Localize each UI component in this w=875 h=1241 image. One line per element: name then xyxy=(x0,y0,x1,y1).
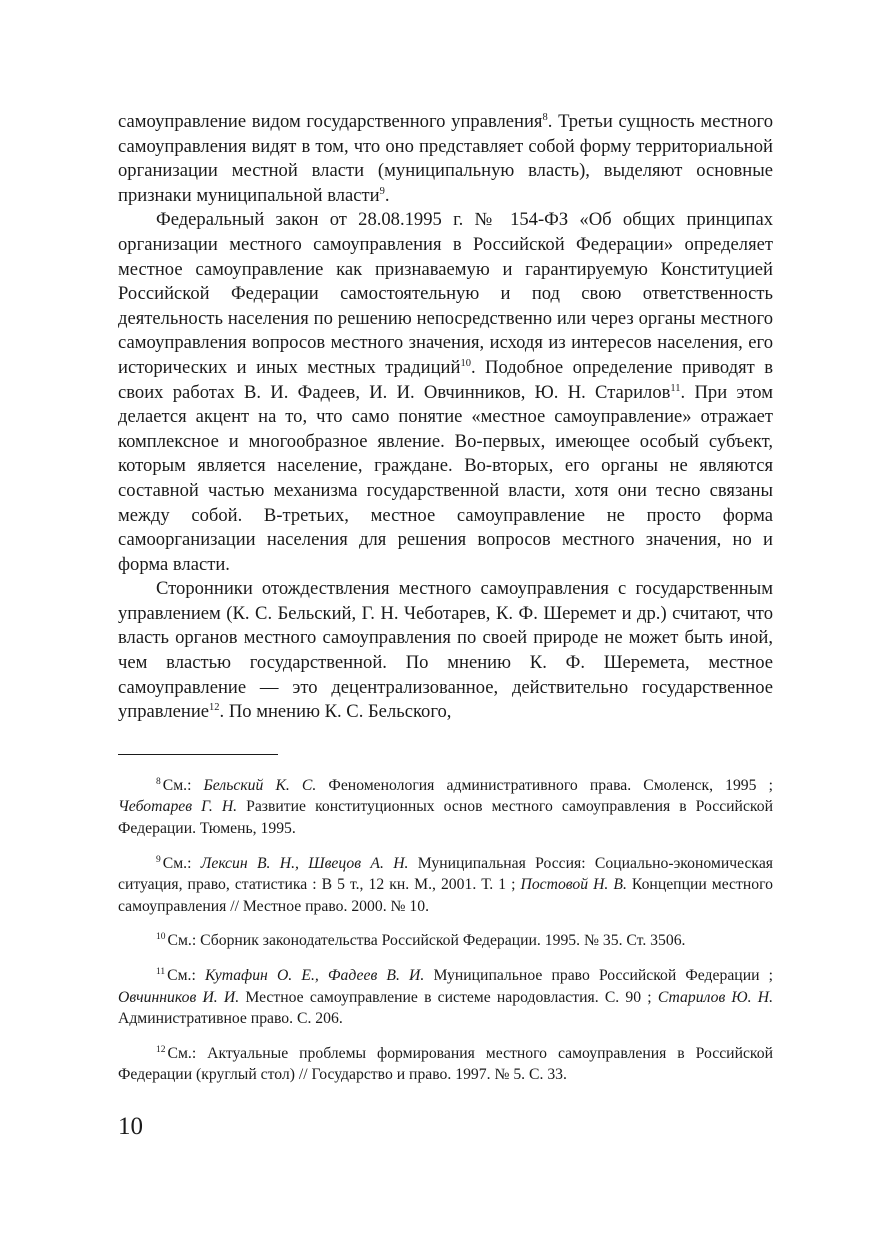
page-body xyxy=(118,110,773,1099)
footnote-ref-11[interactable]: 11 xyxy=(670,382,681,394)
footnote-number: 9 xyxy=(156,854,161,865)
footnote-number: 10 xyxy=(156,932,166,943)
paragraph-1: самоуправление видом государственного управления$^8$. Третьи сущность местного самоуправления видят в том, что оно представляет собой форму территориальной организации местной власти (муниципальную власть), выделяют основные признаки муниципальной власти$^9$. xyxy=(118,111,773,206)
footnote-ref-12[interactable]: 12 xyxy=(209,702,220,714)
footnote-ref-8[interactable]: 8 xyxy=(542,112,548,123)
author-name: Овчинников И. И. xyxy=(118,988,240,1006)
footnote-10: $^{10}$ См.: Сборник законодательства Российской Федерации. 1995. № 35. Ст. 3506. xyxy=(156,932,686,950)
footnote-9: $^9$ См.: Лексин В. Н., Швецов А. Н. Муниципальная Россия: Социально-экономическая ситуация, право, статистика : В 5 т., 12 кн. М., 2001. Т. 1 ; Постовой Н. В. Концепции местного самоуправления // Местное право. 2000. № 10. xyxy=(118,854,773,915)
author-name: Старилов Ю. Н. xyxy=(657,988,773,1006)
footnote-ref-10[interactable]: 10 xyxy=(460,357,471,369)
page-number: 10 xyxy=(118,1113,143,1140)
paragraph-3: Сторонники отождествления местного самоуправления с государственным управлением (К. С. Бельский, Г. Н. Чеботарев, К. Ф. Шеремет и др.) считают, что власть органов местного самоуправления по своей природе не может быть иной, чем властью государственной. По мнению К. Ф. Шеремета, местное самоуправление — это децентрализованное, действительно государственное управление$^{12}$. По мнению К. С. Бельского, xyxy=(118,578,773,723)
author-name: Бельский К. С. xyxy=(203,776,317,794)
footnote-number: 12 xyxy=(156,1044,166,1055)
author-name: Кутафин О. Е., Фадеев В. И. xyxy=(204,967,425,984)
footnote-separator xyxy=(118,754,278,755)
footnote-12: $^{12}$ См.: Актуальные проблемы формирования местного самоуправления в Российской Федерации (круглый стол) // Государство и право. 1997. № 5. С. 33. xyxy=(118,1044,773,1084)
author-name: Постовой Н. В. xyxy=(520,876,627,894)
footnotes xyxy=(118,775,773,1086)
author-name: Чеботарев Г. Н. xyxy=(118,798,238,816)
paragraph-2: Федеральный закон от 28.08.1995 г. № 154-ФЗ «Об общих принципах организации местного самоуправления в Российской Федерации» определяет местное самоуправление как признаваемую и гарантируемую Конституцией Российской Федерации самостоятельную и под свою ответственность деятельность населения по решению непосредственно или через органы местного самоуправления вопросов местного значения, исходя из интересов населения, его исторических и иных местных традиций$^{10}$. Подобное определение приводят в своих работах В. И. Фадеев, И. И. Овчинников, Ю. Н. Старилов$^{11}$. При этом делается акцент на то, что само понятие «местное самоуправление» отражает комплексное и многообразное явление. Во-первых, имеющее особый субъект, которым является население, граждане. Во-вторых, его органы не являются составной частью механизма государственной власти, хотя они тесно связаны между собой. В-третьих, местное самоуправление не просто форма самоорганизации населения для решения вопросов местного значения, но и форма власти. xyxy=(118,209,773,575)
footnote-number: 8 xyxy=(156,776,161,787)
footnote-8: $^8$ См.: Бельский К. С. Феноменология административного права. Смоленск, 1995 ; Чеботарев Г. Н. Развитие конституционных основ местного самоуправления в Российской Федерации. Тюмень, 1995. xyxy=(118,776,773,838)
footnote-ref-9[interactable]: 9 xyxy=(379,185,385,197)
footnote-11: $^{11}$ См.: Кутафин О. Е., Фадеев В. И. Муниципальное право Российской Федерации ; Овчинников И. И. Местное самоуправление в системе народовластия. С. 90 ; Старилов Ю. Н. Административное право. С. 206. xyxy=(118,967,774,1028)
footnote-number: 11 xyxy=(156,967,166,977)
author-name: Лексин В. Н., Швецов А. Н. xyxy=(200,854,409,872)
